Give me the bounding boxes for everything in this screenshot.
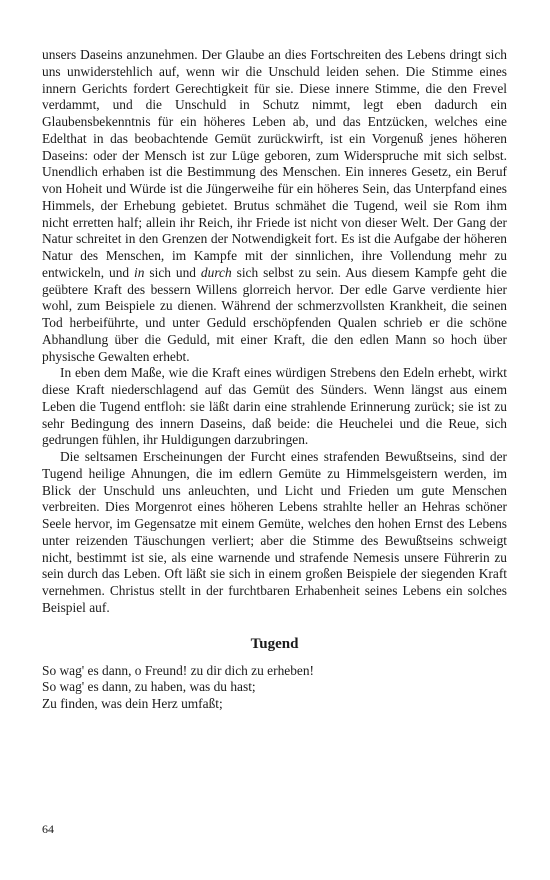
paragraph-1-text-b: sich und	[144, 264, 201, 280]
paragraph-2	[42, 365, 507, 449]
body-text	[42, 47, 507, 617]
paragraph-1	[42, 47, 507, 365]
paragraph-3	[42, 449, 507, 617]
paragraph-1-text-a: unsers Daseins anzunehmen. Der Glaube an dies Fortschreiten des Lebens dringt sich uns unwiderstehlich auf, wenn wir die Unschuld leiden sehen. Die Stimme eines innern Gerichts fordert Gerechtigkeit für sie. Diese innere Stimme, die den Frevel verdammt, und die Unschuld in Schutz nimmt, legt eben dadurch ein Glaubensbekenntnis für ein höheres Leben ab, und das Entzücken, welches eine Edelthat in das beobachtende Gemüt zurückwirft, ist ein Vorgenuß jenes höheren Daseins: oder der Mensch ist zur Lüge geboren, zum Widerspruche mit sich selbst. Unendlich erhaben ist die Bestimmung des Menschen. Ein inneres Gesetz, ein Beruf von Hoheit und Würde ist die Jüngerweihe für ein höheres Sein, das Unterpfand eines Himmels, der Erhebung gebietet. Brutus schmähet die Tugend, weil sie Rom ihm nicht erretten half; allein ihr Reich, ihr Friede ist nicht von dieser Welt. Der Gang der Natur schreitet in den Grenzen der Notwendigkeit fort. Es ist die Aufgabe der höheren Natur des Menschen, im Kampfe mit der sinnlichen, ihre Vollendung mehr zu entwickeln, und	[42, 47, 507, 280]
book-page	[42, 47, 507, 713]
paragraph-3-text: Die seltsamen Erscheinungen der Furcht eines strafenden Bewußtseins, sind der Tugend heilige Ahnungen, die im edlern Gemüte zu Himmelsgeistern werden, im Blick der Unschuld uns anleuchten, und Licht und Frieden um gute Menschen verbreiten. Dies Morgenrot eines höheren Lebens strahlte heller an Hehras schöner Seele hervor, im Gegensatze mit einem Gemüte, welches den hohen Ernst des Lebens unter reizenden Täuschungen verliert; aber die Stimme des Bewußtseins schweigt nicht, bestimmt ist sie, als eine warnende und strafende Nemesis unsere Führerin zu sein durch das Leben. Oft läßt sie sich in einem großen Beispiele der siegenden Kraft vernehmen. Christus stellt in der furchtbaren Erhabenheit seines Lebens ein solches Beispiel auf.	[42, 449, 507, 615]
section-heading: Tugend	[250, 635, 299, 652]
poem-line-1: So wag' es dann, o Freund! zu dir dich zu erheben!	[42, 662, 315, 678]
emphasis-in: in	[134, 264, 145, 280]
page-number: 64	[42, 822, 54, 836]
poem-line-3: Zu finden, was dein Herz umfaßt;	[42, 696, 223, 711]
emphasis-durch: durch	[200, 264, 232, 280]
poem-line-2: So wag' es dann, zu haben, was du hast;	[42, 679, 256, 695]
paragraph-2-text: In eben dem Maße, wie die Kraft eines würdigen Strebens den Edeln erhebt, wirkt diese Kraft niederschlagend auf das Gemüt des Sünders. Wenn längst aus einem Leben die Tugend entfloh: sie läßt darin eine strahlende Erinnerung zurück; sie ist zu sehr Bedingung des innern Daseins, daß beide: die Heuchelei und die Reue, sich gedrungen fühlen, ihr Huldigungen darzubringen.	[42, 365, 507, 448]
paragraph-1-text-c: sich selbst zu sein. Aus diesem Kampfe geht die geübtere Kraft des bessern Willens glorreich hervor. Der edle Garve verdiente hier wohl, zum Beispiele zu dienen. Während der schmerzvollsten Krankheit, die seinen Tod herbeiführte, und unter Geduld erschöpfenden Qualen schrieb er die schöne Abhandlung über die Geduld, mit einer Kraft, die den edlen Mann so hoch über physische Gewalten erhebt.	[42, 264, 507, 364]
poem	[42, 663, 507, 713]
